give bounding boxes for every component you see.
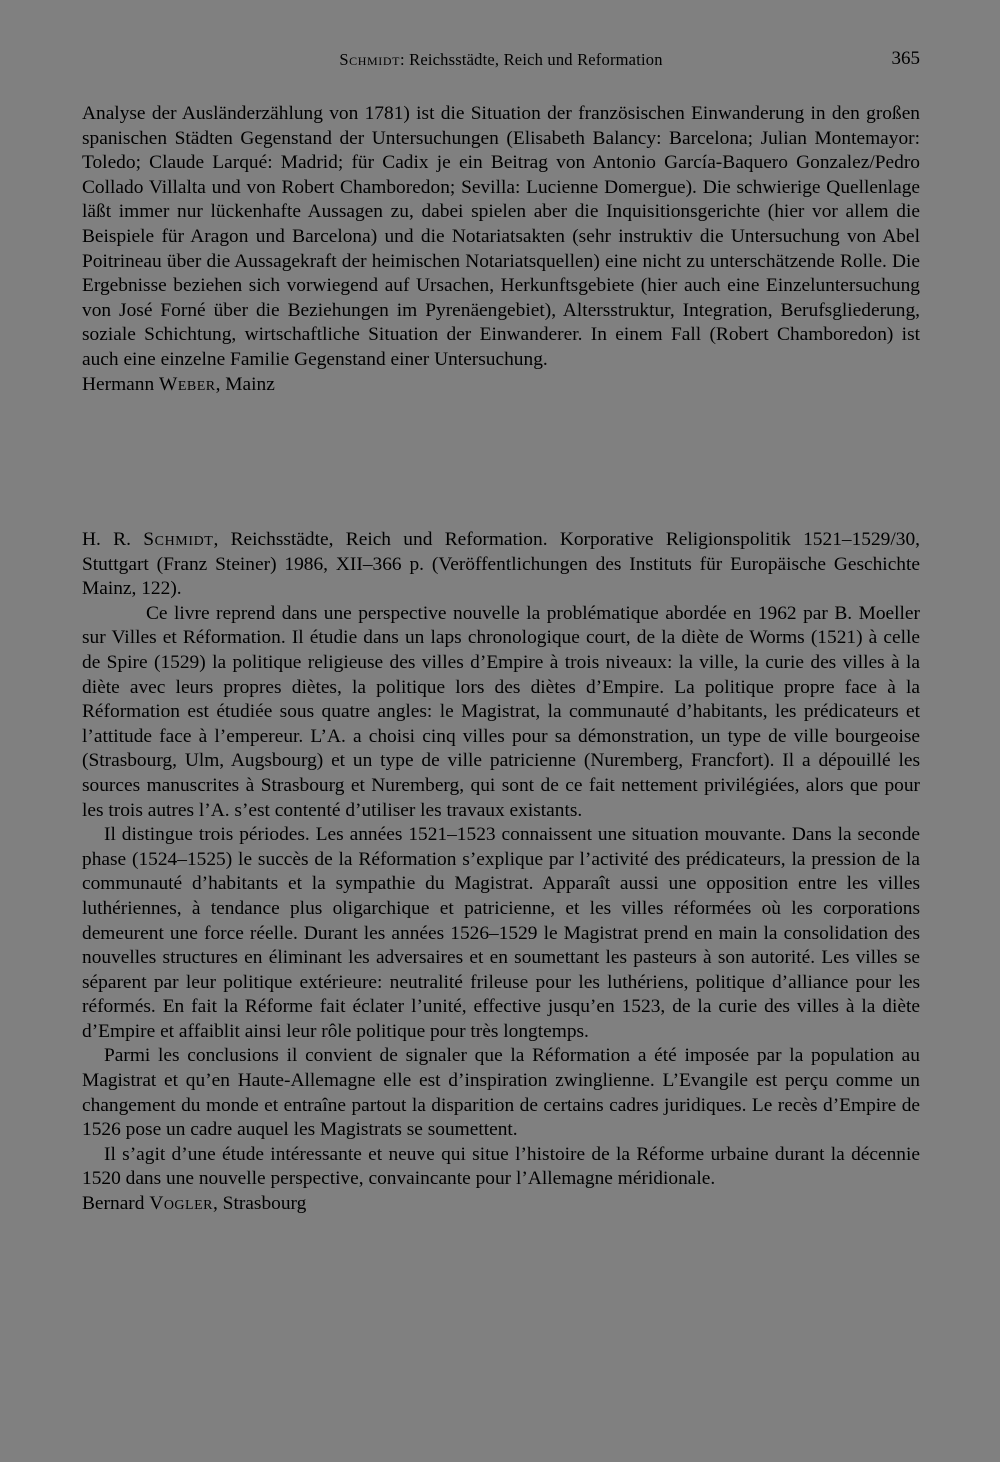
review-paragraph: Il distingue trois périodes. Les années 1521–1523 connaissent une situation mouvante. Dans la seconde phase (1524–1525) le succès de la Réformation s’explique par l’activité des prédicateurs, la pression de la communauté d’habitants et la sympathie du Magistrat. Apparaît aussi une opposition entre les villes luthériennes, à tendance plus oligarchique et patricienne, et les villes réformées où les corporations demeurent une force réelle. Durant les années 1526–1529 le Magistrat prend en main la consolidation des nouvelles structures en éliminant les adversaires et en soumettant les pasteurs à son autorité. Les villes se séparent par leur politique extérieure: neutralité frileuse pour les luthériens, politique d’alliance pour les réformés. En fait la Réforme fait éclater l’unité, effective jusqu’en 1523, de la curie des villes à la diète d’Empire et affaiblit ainsi leur rôle politique pour très longtemps. [82, 824, 920, 1042]
reviewer-place: , Mainz [215, 373, 275, 395]
running-title [82, 50, 920, 70]
running-title-author: Schmidt [339, 50, 401, 69]
review-continuation [82, 102, 920, 397]
citation-initials: H. R. [82, 529, 131, 550]
reviewer-signature [82, 373, 920, 398]
running-header [82, 48, 920, 74]
reviewer-first-name: Bernard [82, 1193, 145, 1215]
citation-author: Schmidt [143, 529, 214, 550]
page-number: 365 [891, 48, 920, 69]
running-title-text: : Reichsstädte, Reich und Reformation [400, 50, 663, 69]
citation-details: , Reichsstädte, Reich und Reformation. Korporative Religionspolitik 1521–1529/30, Stuttgart (Franz Steiner) 1986, XII–366 p. (Veröffentlichungen des Instituts für Europäische Geschichte Mainz, 122). [82, 529, 920, 600]
book-review [82, 528, 920, 1217]
reviewer-signature [82, 1192, 920, 1217]
reviewer-last-name: Weber [159, 373, 216, 395]
reviewer-place: , Strasbourg [212, 1193, 307, 1215]
review-paragraph: Il s’agit d’une étude intéressante et neuve qui situe l’histoire de la Réforme urbaine durant la décennie 1520 dans une nouvelle perspective, convaincante pour l’Allemagne méridionale. [82, 1143, 920, 1190]
review-paragraph: Ce livre reprend dans une perspective nouvelle la problématique abordée en 1962 par B. Moeller sur Villes et Réformation. Il étudie dans un laps chronologique court, de la diète de Worms (1521) à celle de Spire (1529) la politique religieuse des villes d’Empire à trois niveaux: la ville, la curie des villes à la diète avec leurs propres diètes, la politique lors des diètes d’Empire. La politique propre face à la Réformation est étudiée sous quatre angles: le Magistrat, la communauté d’habitants, les prédicateurs et l’attitude face à l’empereur. L’A. a choisi cinq villes pour sa démonstration, un type de ville bourgeoise (Strasbourg, Ulm, Augsbourg) et un type de ville patricienne (Nuremberg, Francfort). Il a dépouillé les sources manuscrites à Strasbourg et Nuremberg, qui sont de ce fait nettement privilégiées, alors que pour les trois autres l’A. s’est contenté d’utiliser les travaux existants. [82, 602, 920, 821]
review-paragraph: Analyse der Ausländerzählung von 1781) ist die Situation der französischen Einwanderung in den großen spanischen Städten Gegenstand der Untersuchungen (Elisabeth Balancy: Barcelona; Julian Montemayor: Toledo; Claude Larqué: Madrid; für Cadix je ein Beitrag von Antonio García-Baquero Gonzalez/Pedro Collado Villalta und von Robert Chamboredon; Sevilla: Lucienne Domergue). Die schwierige Quellenlage läßt immer nur lückenhafte Aussagen zu, dabei spielen aber die Inquisitionsgerichte (hier vor allem die Beispiele für Aragon und Barcelona) und die Notariatsakten (sehr instruktiv die Untersuchung von Abel Poitrineau über die Aussagekraft der heimischen Notariatsquellen) eine nicht zu unterschätzende Rolle. Die Ergebnisse beziehen sich vorwiegend auf Ursachen, Herkunftsgebiete (hier auch eine Einzeluntersuchung von José Forné über die Beziehungen im Pyrenäengebiet), Altersstruktur, Integration, Berufsgliederung, soziale Schichtung, wirtschaftliche Situation der Einwanderer. In einem Fall (Robert Chamboredon) ist auch eine einzelne Familie Gegenstand einer Untersuchung. [82, 103, 920, 370]
review-paragraph: Parmi les conclusions il convient de signaler que la Réformation a été imposée par la population au Magistrat et qu’en Haute-Allemagne elle est d’inspiration zwinglienne. L’Evangile est perçu comme un changement du monde et entraîne partout la disparition de certains cadres juridiques. Le recès d’Empire de 1526 pose un cadre auquel les Magistrats se soumettent. [82, 1045, 920, 1141]
book-citation [82, 528, 920, 602]
reviewer-first-name: Hermann [82, 373, 155, 395]
reviewer-last-name: Vogler [149, 1193, 213, 1215]
